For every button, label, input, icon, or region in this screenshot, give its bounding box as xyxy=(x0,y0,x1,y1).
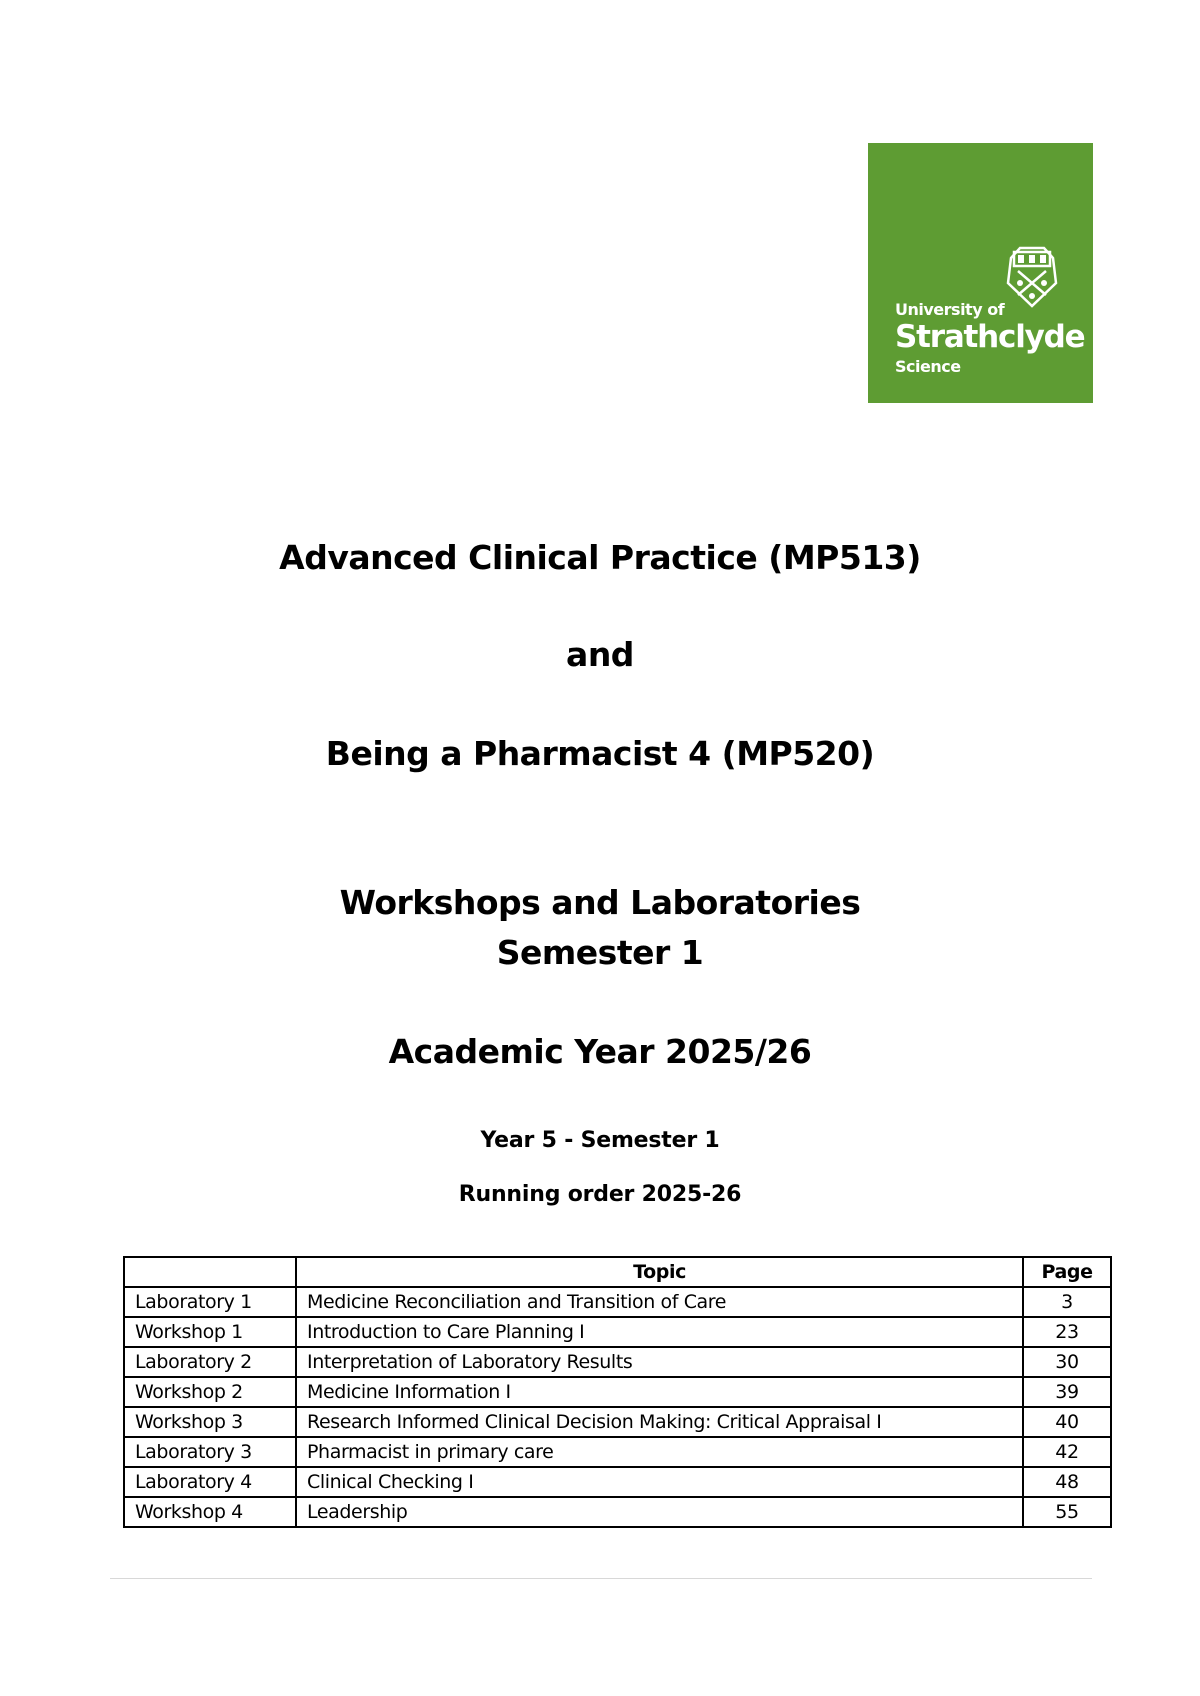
table-header-row xyxy=(124,1257,1111,1287)
course-title-2: Being a Pharmacist 4 (MP520) xyxy=(325,734,875,773)
topic-cell: Introduction to Care Planning I xyxy=(296,1317,1023,1347)
topic-cell: Research Informed Clinical Decision Making: Critical Appraisal I xyxy=(296,1407,1023,1437)
header-page: Page xyxy=(1023,1257,1111,1287)
topic-cell: Medicine Information I xyxy=(296,1377,1023,1407)
session-cell: Laboratory 3 xyxy=(124,1437,296,1467)
logo-line1: University of xyxy=(895,300,1005,319)
university-logo xyxy=(868,143,1093,403)
table-row xyxy=(124,1317,1111,1347)
page-cell: 23 xyxy=(1023,1317,1111,1347)
page-cell: 39 xyxy=(1023,1377,1111,1407)
logo-line3: Science xyxy=(895,357,961,376)
session-cell: Workshop 1 xyxy=(124,1317,296,1347)
table-row xyxy=(124,1407,1111,1437)
header-session xyxy=(124,1257,296,1287)
logo-line2: Strathclyde xyxy=(895,319,1085,355)
topic-cell: Clinical Checking I xyxy=(296,1467,1023,1497)
table-row xyxy=(124,1377,1111,1407)
year-semester: Year 5 - Semester 1 xyxy=(480,1128,720,1153)
page-cell: 40 xyxy=(1023,1407,1111,1437)
table-row xyxy=(124,1467,1111,1497)
heading-semester: Semester 1 xyxy=(496,933,704,972)
page-cell: 30 xyxy=(1023,1347,1111,1377)
header-topic: Topic xyxy=(296,1257,1023,1287)
topic-cell: Leadership xyxy=(296,1497,1023,1527)
table-row xyxy=(124,1347,1111,1377)
running-order-table xyxy=(123,1256,1112,1528)
academic-year: Academic Year 2025/26 xyxy=(388,1032,812,1071)
topic-cell: Medicine Reconciliation and Transition of Care xyxy=(296,1287,1023,1317)
session-cell: Workshop 4 xyxy=(124,1497,296,1527)
session-cell: Workshop 2 xyxy=(124,1377,296,1407)
session-cell: Laboratory 4 xyxy=(124,1467,296,1497)
table-row xyxy=(124,1437,1111,1467)
topic-cell: Pharmacist in primary care xyxy=(296,1437,1023,1467)
title-conjunction: and xyxy=(566,635,634,674)
footer-divider xyxy=(110,1578,1092,1579)
page-cell: 42 xyxy=(1023,1437,1111,1467)
page-cell: 48 xyxy=(1023,1467,1111,1497)
page-cell: 3 xyxy=(1023,1287,1111,1317)
table-row xyxy=(124,1497,1111,1527)
heading-workshops-labs: Workshops and Laboratories xyxy=(339,883,861,922)
course-title-1: Advanced Clinical Practice (MP513) xyxy=(279,538,921,577)
table-row xyxy=(124,1287,1111,1317)
session-cell: Workshop 3 xyxy=(124,1407,296,1437)
session-cell: Laboratory 2 xyxy=(124,1347,296,1377)
session-cell: Laboratory 1 xyxy=(124,1287,296,1317)
running-order-title: Running order 2025-26 xyxy=(458,1182,742,1207)
topic-cell: Interpretation of Laboratory Results xyxy=(296,1347,1023,1377)
page-cell: 55 xyxy=(1023,1497,1111,1527)
